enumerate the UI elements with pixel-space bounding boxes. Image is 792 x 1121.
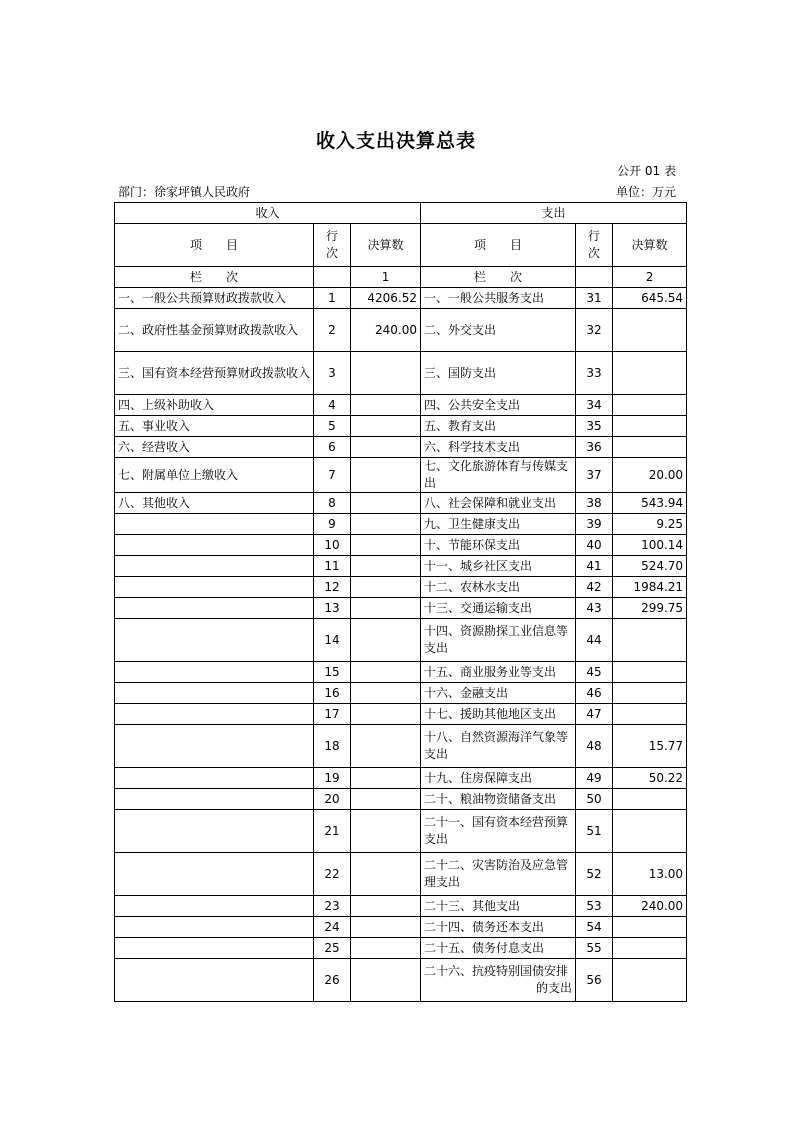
expense-item-cell: 十六、金融支出 [421, 683, 576, 704]
income-rowno-cell: 8 [314, 493, 351, 514]
expense-amount-cell: 100.14 [613, 535, 687, 556]
expense-rowno-cell: 50 [576, 789, 613, 810]
income-rowno-cell: 12 [314, 577, 351, 598]
expense-amount-cell: 240.00 [613, 896, 687, 917]
expense-rowno-cell: 44 [576, 619, 613, 662]
income-rowno-cell: 22 [314, 853, 351, 896]
income-rowno-cell: 18 [314, 725, 351, 768]
table-row [115, 395, 687, 416]
expense-amount-cell: 15.77 [613, 725, 687, 768]
income-amount-cell [351, 352, 421, 395]
table-row [115, 789, 687, 810]
income-rowno-cell: 25 [314, 938, 351, 959]
income-item-cell [115, 662, 314, 683]
income-rowno-cell: 21 [314, 810, 351, 853]
expense-amount-cell [613, 619, 687, 662]
income-rowno-cell: 15 [314, 662, 351, 683]
table-row [115, 704, 687, 725]
table-row [115, 288, 687, 309]
expense-item-header: 项 目 [421, 224, 576, 267]
income-rowno-cell: 5 [314, 416, 351, 437]
income-rowno-header: 行 次 [314, 224, 351, 267]
expense-rowno-cell: 45 [576, 662, 613, 683]
expense-item-cell: 三、国防支出 [421, 352, 576, 395]
expense-rowno-cell: 56 [576, 959, 613, 1002]
income-item-cell [115, 768, 314, 789]
income-amount-cell: 240.00 [351, 309, 421, 352]
table-row [115, 683, 687, 704]
page-title: 收入支出决算总表 [315, 130, 476, 152]
income-item-cell [115, 896, 314, 917]
expense-rowno-header: 行 次 [576, 224, 613, 267]
expense-amount-cell: 13.00 [613, 853, 687, 896]
income-item-cell [115, 917, 314, 938]
expense-item-cell: 六、科学技术支出 [421, 437, 576, 458]
expense-amount-cell: 50.22 [613, 768, 687, 789]
income-amount-cell [351, 917, 421, 938]
income-amount-cell [351, 493, 421, 514]
income-item-cell [115, 514, 314, 535]
table-row [115, 619, 687, 662]
expense-item-cell: 四、公共安全支出 [421, 395, 576, 416]
income-rowno-cell: 9 [314, 514, 351, 535]
income-lanci-label: 栏 次 [115, 267, 314, 288]
income-amount-cell [351, 704, 421, 725]
expense-rowno-cell: 43 [576, 598, 613, 619]
expense-amount-cell [613, 395, 687, 416]
income-rowno-cell: 7 [314, 458, 351, 493]
expense-rowno-cell: 49 [576, 768, 613, 789]
income-amount-cell [351, 853, 421, 896]
table-row [115, 810, 687, 853]
income-rowno-cell: 10 [314, 535, 351, 556]
income-item-cell: 五、事业收入 [115, 416, 314, 437]
table-row [115, 938, 687, 959]
income-item-cell [115, 853, 314, 896]
income-rowno-cell: 14 [314, 619, 351, 662]
income-amount-cell [351, 535, 421, 556]
income-amount-cell [351, 577, 421, 598]
expense-item-cell: 十一、城乡社区支出 [421, 556, 576, 577]
expense-amount-cell: 9.25 [613, 514, 687, 535]
income-amount-cell [351, 598, 421, 619]
expense-amount-cell [613, 810, 687, 853]
income-rowno-cell: 13 [314, 598, 351, 619]
income-amount-cell [351, 437, 421, 458]
table-row [115, 437, 687, 458]
expense-amount-cell [613, 917, 687, 938]
income-group-header: 收入 [115, 203, 421, 224]
income-amount-cell [351, 959, 421, 1002]
expense-amount-cell [613, 416, 687, 437]
table-row [115, 853, 687, 896]
income-amount-cell [351, 662, 421, 683]
income-amount-cell [351, 556, 421, 577]
expense-item-cell: 二、外交支出 [421, 309, 576, 352]
expense-rowno-cell: 48 [576, 725, 613, 768]
expense-item-cell: 十四、资源勘探工业信息等支出 [421, 619, 576, 662]
income-item-cell: 六、经营收入 [115, 437, 314, 458]
expense-rowno-cell: 31 [576, 288, 613, 309]
income-item-cell [115, 619, 314, 662]
income-amount-cell [351, 395, 421, 416]
income-lanci-empty [314, 267, 351, 288]
income-item-cell [115, 683, 314, 704]
expense-item-cell: 二十五、债务付息支出 [421, 938, 576, 959]
expense-rowno-cell: 55 [576, 938, 613, 959]
expense-rowno-cell: 40 [576, 535, 613, 556]
expense-amount-cell [613, 309, 687, 352]
table-row [115, 352, 687, 395]
expense-rowno-cell: 54 [576, 917, 613, 938]
expense-amount-cell [613, 683, 687, 704]
expense-amount-cell [613, 938, 687, 959]
income-item-cell [115, 704, 314, 725]
income-rowno-cell: 3 [314, 352, 351, 395]
table-row [115, 768, 687, 789]
table-row [115, 556, 687, 577]
expense-item-cell: 十九、住房保障支出 [421, 768, 576, 789]
table-row [115, 535, 687, 556]
expense-item-cell: 八、社会保障和就业支出 [421, 493, 576, 514]
expense-item-cell: 一、一般公共服务支出 [421, 288, 576, 309]
expense-item-cell: 十、节能环保支出 [421, 535, 576, 556]
income-item-cell [115, 810, 314, 853]
income-item-header: 项 目 [115, 224, 314, 267]
income-column-number: 1 [351, 267, 421, 288]
expense-rowno-cell: 51 [576, 810, 613, 853]
expense-item-cell: 十七、援助其他地区支出 [421, 704, 576, 725]
table-row [115, 598, 687, 619]
income-amount-cell [351, 683, 421, 704]
table-row [115, 896, 687, 917]
expense-amount-cell: 20.00 [613, 458, 687, 493]
expense-amount-cell: 524.70 [613, 556, 687, 577]
expense-item-cell: 十八、自然资源海洋气象等支出 [421, 725, 576, 768]
income-amount-header: 决算数 [351, 224, 421, 267]
department-label: 部门：徐家坪镇人民政府 [118, 185, 251, 199]
expense-item-cell: 二十二、灾害防治及应急管理支出 [421, 853, 576, 896]
income-amount-cell [351, 810, 421, 853]
expense-item-cell: 二十三、其他支出 [421, 896, 576, 917]
income-item-cell [115, 556, 314, 577]
income-expense-table [114, 202, 687, 1002]
income-rowno-cell: 1 [314, 288, 351, 309]
income-item-cell: 二、政府性基金预算财政拨款收入 [115, 309, 314, 352]
income-item-cell [115, 577, 314, 598]
income-amount-cell [351, 725, 421, 768]
income-item-cell: 四、上级补助收入 [115, 395, 314, 416]
income-item-cell: 八、其他收入 [115, 493, 314, 514]
expense-lanci-empty [576, 267, 613, 288]
expense-rowno-cell: 36 [576, 437, 613, 458]
income-rowno-cell: 19 [314, 768, 351, 789]
expense-rowno-cell: 37 [576, 458, 613, 493]
income-rowno-cell: 11 [314, 556, 351, 577]
income-rowno-cell: 24 [314, 917, 351, 938]
expense-amount-cell [613, 959, 687, 1002]
table-row [115, 514, 687, 535]
expense-rowno-cell: 53 [576, 896, 613, 917]
table-row [115, 309, 687, 352]
expense-amount-cell [613, 352, 687, 395]
income-amount-cell [351, 789, 421, 810]
table-row [115, 458, 687, 493]
expense-item-cell: 二十一、国有资本经营预算支出 [421, 810, 576, 853]
income-amount-cell [351, 896, 421, 917]
expense-group-header: 支出 [421, 203, 687, 224]
income-rowno-cell: 16 [314, 683, 351, 704]
income-rowno-cell: 26 [314, 959, 351, 1002]
expense-item-cell: 十三、交通运输支出 [421, 598, 576, 619]
income-item-cell [115, 938, 314, 959]
expense-lanci-label: 栏 次 [421, 267, 576, 288]
expense-item-cell: 十二、农林水支出 [421, 577, 576, 598]
table-row [115, 416, 687, 437]
table-row [115, 917, 687, 938]
income-item-cell: 七、附属单位上缴收入 [115, 458, 314, 493]
form-code: 公开 01 表 [617, 164, 676, 178]
income-item-cell: 三、国有资本经营预算财政拨款收入 [115, 352, 314, 395]
expense-rowno-cell: 32 [576, 309, 613, 352]
income-amount-cell: 4206.52 [351, 288, 421, 309]
expense-rowno-cell: 42 [576, 577, 613, 598]
income-amount-cell [351, 416, 421, 437]
income-rowno-cell: 4 [314, 395, 351, 416]
income-rowno-cell: 2 [314, 309, 351, 352]
income-amount-cell [351, 938, 421, 959]
income-amount-cell [351, 768, 421, 789]
expense-rowno-cell: 39 [576, 514, 613, 535]
income-rowno-cell: 17 [314, 704, 351, 725]
table-row [115, 493, 687, 514]
expense-amount-cell [613, 704, 687, 725]
income-amount-cell [351, 619, 421, 662]
expense-amount-header: 决算数 [613, 224, 687, 267]
expense-rowno-cell: 41 [576, 556, 613, 577]
expense-item-cell: 七、文化旅游体育与传媒支出 [421, 458, 576, 493]
income-item-cell: 一、一般公共预算财政拨款收入 [115, 288, 314, 309]
expense-item-cell: 十五、商业服务业等支出 [421, 662, 576, 683]
expense-item-cell: 二十、粮油物资储备支出 [421, 789, 576, 810]
table-row [115, 662, 687, 683]
expense-amount-cell [613, 662, 687, 683]
expense-rowno-cell: 46 [576, 683, 613, 704]
expense-rowno-cell: 34 [576, 395, 613, 416]
table-row [115, 725, 687, 768]
unit-label: 单位：万元 [615, 185, 676, 199]
expense-item-cell: 二十四、债务还本支出 [421, 917, 576, 938]
expense-amount-cell: 299.75 [613, 598, 687, 619]
income-item-cell [115, 535, 314, 556]
income-item-cell [115, 959, 314, 1002]
expense-item-cell: 五、教育支出 [421, 416, 576, 437]
expense-rowno-cell: 52 [576, 853, 613, 896]
expense-amount-cell [613, 789, 687, 810]
income-item-cell [115, 725, 314, 768]
expense-amount-cell [613, 437, 687, 458]
expense-item-cell: 九、卫生健康支出 [421, 514, 576, 535]
expense-rowno-cell: 33 [576, 352, 613, 395]
expense-amount-cell: 1984.21 [613, 577, 687, 598]
expense-rowno-cell: 38 [576, 493, 613, 514]
income-rowno-cell: 20 [314, 789, 351, 810]
expense-rowno-cell: 35 [576, 416, 613, 437]
income-item-cell [115, 789, 314, 810]
income-amount-cell [351, 514, 421, 535]
table-row [115, 577, 687, 598]
expense-column-number: 2 [613, 267, 687, 288]
expense-rowno-cell: 47 [576, 704, 613, 725]
income-item-cell [115, 598, 314, 619]
expense-item-cell: 二十六、抗疫特别国债安排的支出 [421, 959, 576, 1002]
expense-amount-cell: 645.54 [613, 288, 687, 309]
income-rowno-cell: 23 [314, 896, 351, 917]
expense-amount-cell: 543.94 [613, 493, 687, 514]
table-row [115, 959, 687, 1002]
income-rowno-cell: 6 [314, 437, 351, 458]
income-amount-cell [351, 458, 421, 493]
